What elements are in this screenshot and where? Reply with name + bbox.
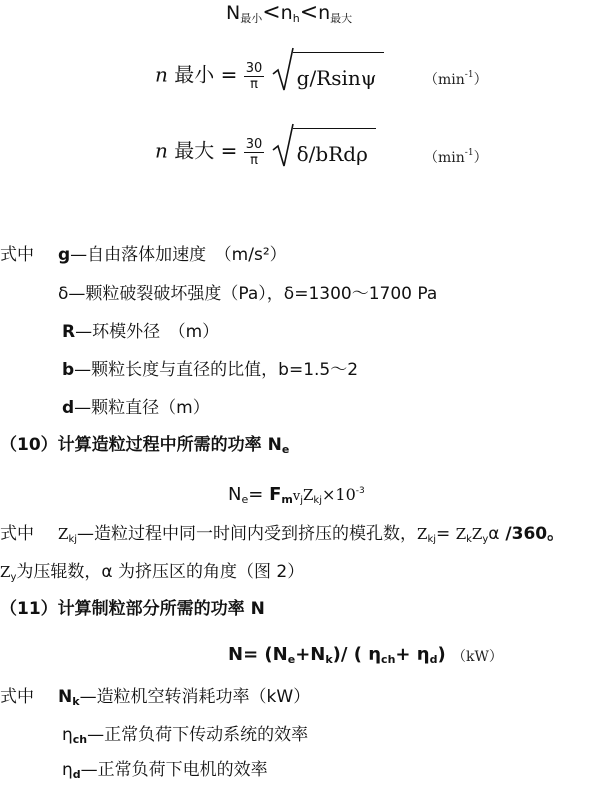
sqrt-sign: g/Rsinψ <box>271 52 385 100</box>
equation-n-min: n 最小 = $\frac{30}{\pi}$ g/Rsinψ <box>155 52 384 100</box>
speed-inequality: $N_{最小}<n_h<n_{最大}$ <box>226 0 353 25</box>
section-11-heading: （11）计算制粒部分所需的功率 N <box>0 599 265 619</box>
def-b: b—颗粒长度与直径的比值，b=1.5～2 <box>62 360 359 380</box>
section-10-heading: （10）计算造粒过程中所需的功率 $N_e$ <box>0 435 290 456</box>
def-g: 式中 g—自由落体加速度 （m/s²） <box>0 245 287 265</box>
fraction-30-over-pi: $\frac{30}{\pi}$ <box>245 60 263 92</box>
equation-n-max: n 最大 = $\frac{30}{\pi}$ δ/bRdρ <box>155 128 376 176</box>
def-R: R—环模外径 （m） <box>62 322 220 342</box>
equation-ne: $N_e= F_mv_jZ_{kj}\times 10^{-3}$ <box>228 484 365 506</box>
fraction-30-over-pi: $\frac{30}{\pi}$ <box>245 136 263 168</box>
def-d: d—颗粒直径（m） <box>62 398 210 418</box>
def-zy: $Z_y$为压辊数，α 为挤压区的角度（图 2） <box>0 562 305 583</box>
unit-min-1: $(\min^{-1})$ <box>424 70 488 88</box>
sqrt-sign: δ/bRdρ <box>271 128 376 176</box>
def-eta-ch: $\eta_{ch}—$正常负荷下传动系统的效率 <box>62 725 309 746</box>
unit-kw: （kW） <box>452 649 503 665</box>
def-eta-d: $\eta_d—$正常负荷下电机的效率 <box>62 760 268 781</box>
def-nk: 式中 $N_k—$造粒机空转消耗功率（kW） <box>0 687 311 708</box>
unit-min-1: $(\min^{-1})$ <box>424 148 488 166</box>
equation-n-total: $N= (N_e+N_k)/$ ( $\eta_{ch}+ \eta_d$) <box>228 644 446 666</box>
def-zkj: 式中 $Z_{kj}—$造粒过程中同一时间内受到挤压的模孔数，$Z_{kj}= Z_kZ_y\alpha$ /360。 <box>0 524 565 545</box>
def-delta: δ—颗粒破裂破坏强度（Pa），δ=1300～1700 Pa <box>58 284 438 304</box>
